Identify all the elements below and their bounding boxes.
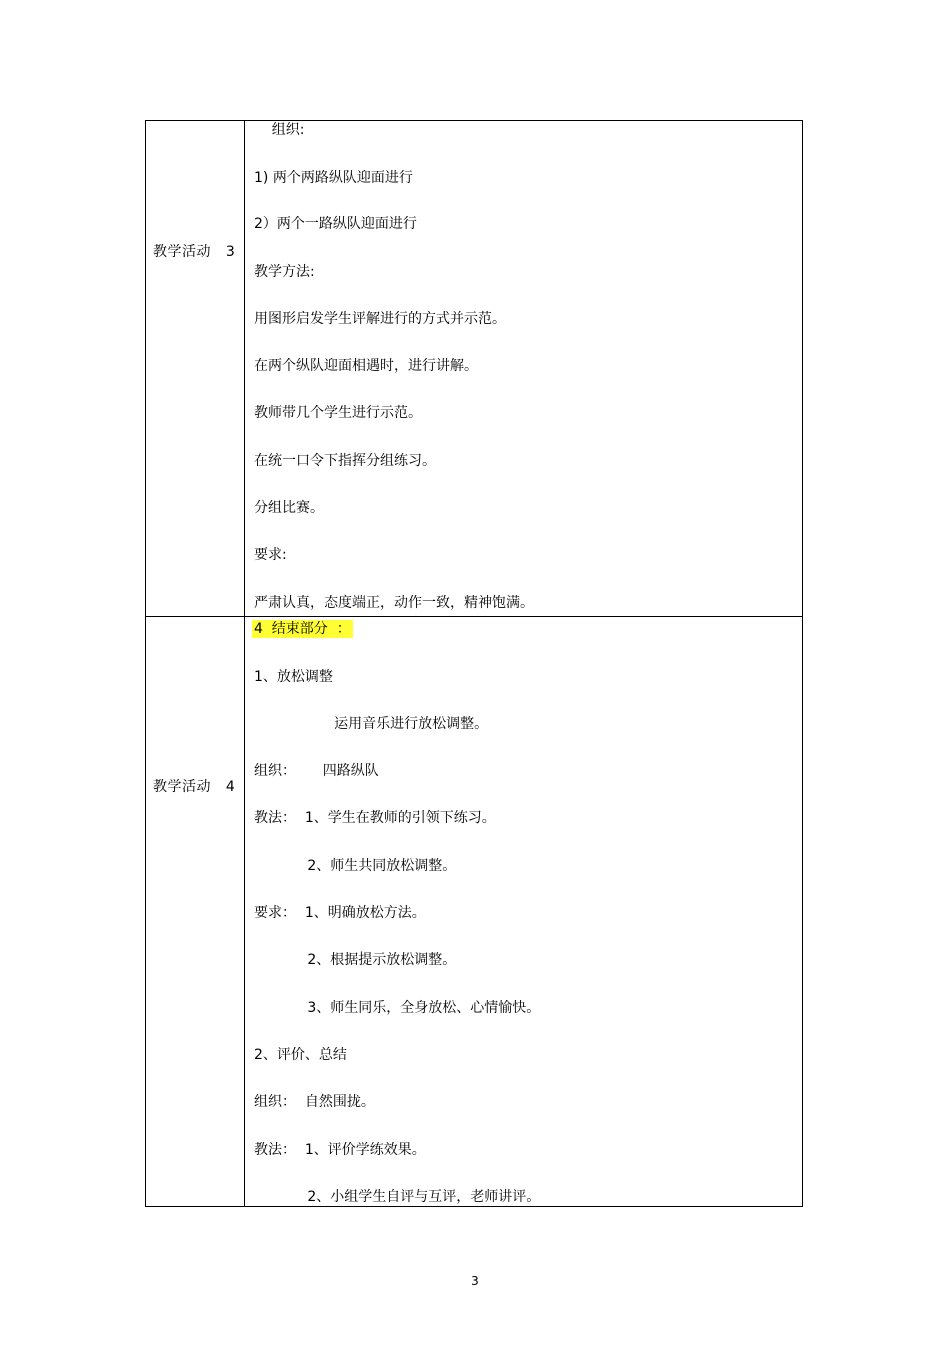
content-line: 在统一口令下指挥分组练习。 <box>254 453 436 469</box>
content-line: 2）两个一路纵队迎面进行 <box>254 216 417 232</box>
content-line: 分组比赛。 <box>254 500 324 516</box>
content-line: 1) 两个两路纵队迎面进行 <box>254 170 413 186</box>
content-line: 组织： 自然围拢。 <box>254 1094 375 1110</box>
content-line: 2、评价、总结 <box>254 1047 347 1063</box>
content-line: 严肃认真，态度端正，动作一致，精神饱满。 <box>254 595 534 611</box>
row-content-cell <box>245 121 802 616</box>
row-label: 教学活动 3 <box>153 244 236 260</box>
content-line: 运用音乐进行放松调整。 <box>254 716 489 732</box>
content-line: 教师带几个学生进行示范。 <box>254 405 422 421</box>
page-number: 3 <box>471 1274 479 1288</box>
content-line: 2、小组学生自评与互评，老师讲评。 <box>254 1189 541 1205</box>
content-line: 要求: <box>254 547 287 563</box>
content-line: 教法： 1、评价学练效果。 <box>254 1142 426 1158</box>
content-line: 组织: <box>254 122 305 138</box>
content-line: 2、师生共同放松调整。 <box>254 858 457 874</box>
content-line: 2、根据提示放松调整。 <box>254 952 457 968</box>
content-line: 教法： 1、学生在教师的引领下练习。 <box>254 810 496 826</box>
row-label: 教学活动 4 <box>153 779 236 795</box>
row-label-cell <box>146 121 245 616</box>
content-line: 1、放松调整 <box>254 669 333 685</box>
table-row-activity-3 <box>146 121 802 617</box>
content-line: 组织： 四路纵队 <box>254 763 379 779</box>
row-content-cell <box>245 617 802 1206</box>
content-line: 用图形启发学生评解进行的方式并示范。 <box>254 311 506 327</box>
lesson-plan-table <box>145 120 803 1207</box>
content-line: 3、师生同乐，全身放松、心情愉快。 <box>254 1000 541 1016</box>
row-label-cell <box>146 617 245 1206</box>
content-line: 在两个纵队迎面相遇时，进行讲解。 <box>254 358 478 374</box>
section-heading: 4 结束部分 ： <box>254 621 351 637</box>
content-line: 教学方法: <box>254 264 315 280</box>
content-line: 要求： 1、明确放松方法。 <box>254 905 426 921</box>
table-row-activity-4 <box>146 617 802 1206</box>
